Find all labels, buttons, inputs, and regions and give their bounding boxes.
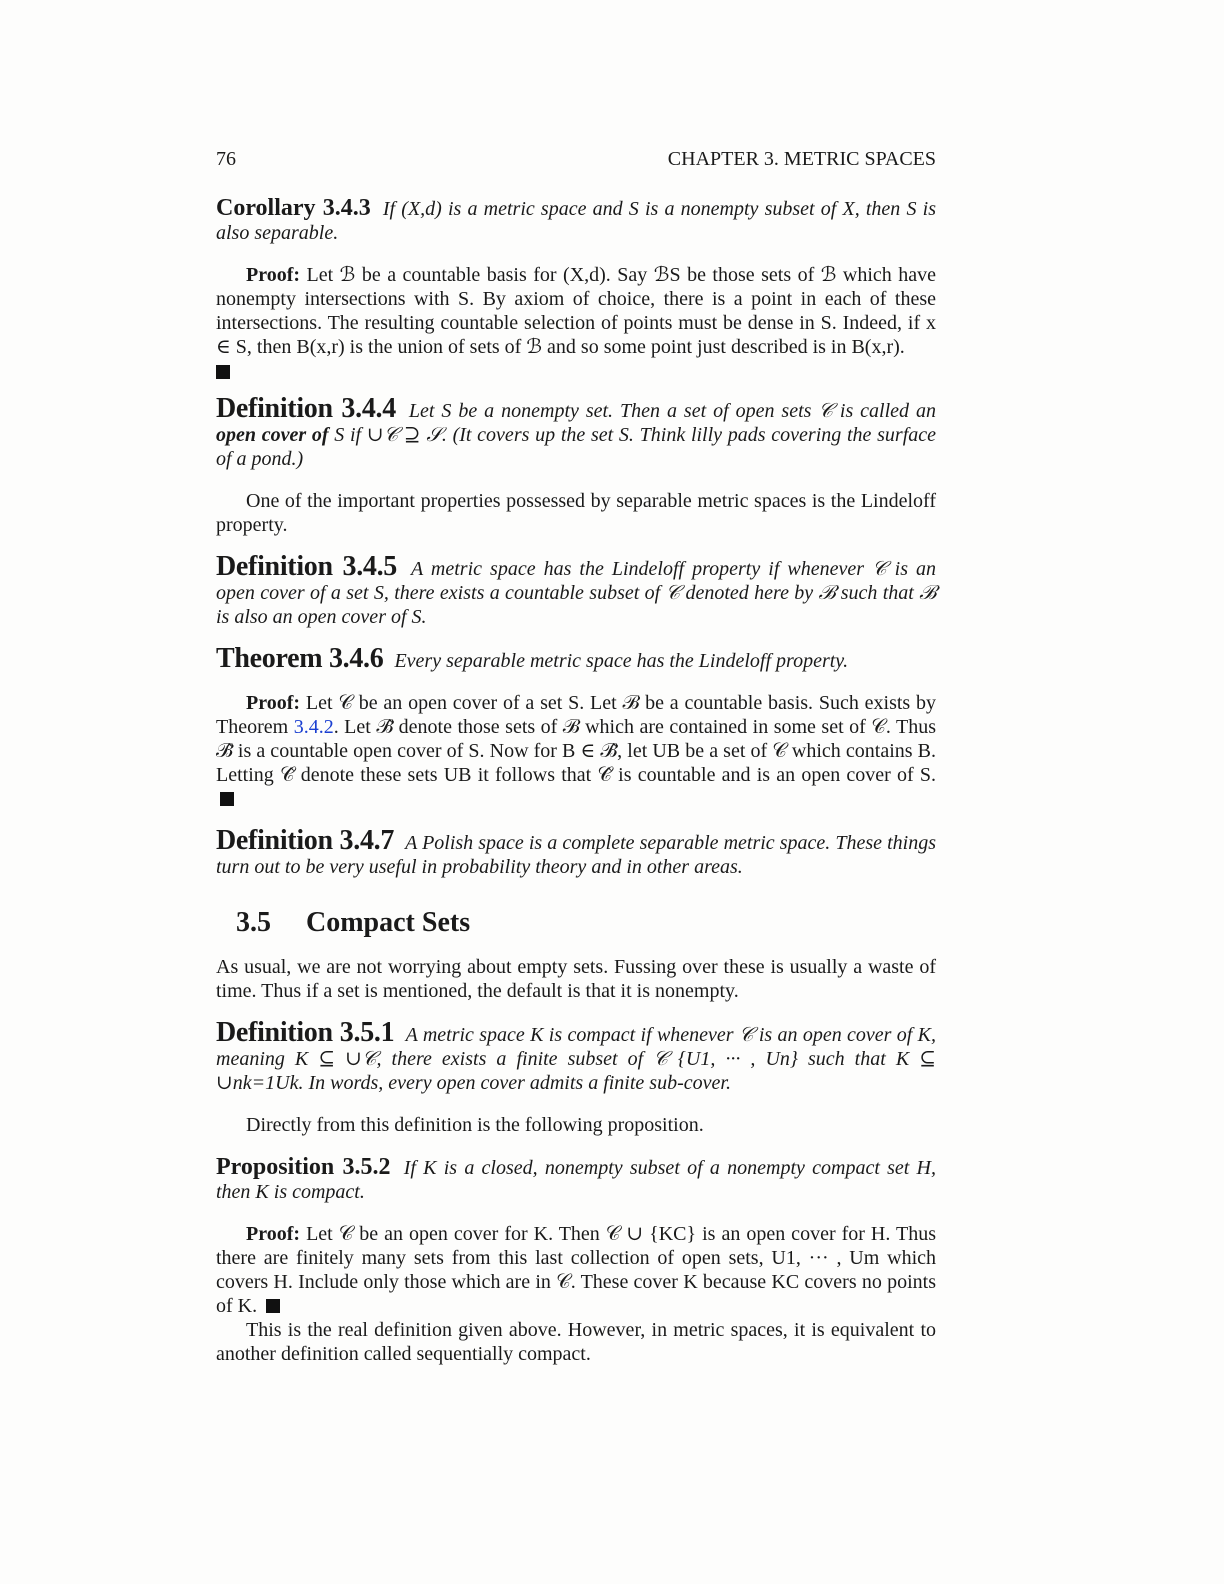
definition-statement: A Polish space is a complete separable metric space. These things turn out to be very useful in probability theory and in other areas. bbox=[216, 832, 936, 878]
corollary-3-4-3 bbox=[216, 196, 936, 245]
definition-label: Definition 3.4.4 bbox=[216, 393, 396, 424]
section-heading bbox=[236, 907, 936, 939]
definition-label: Definition 3.4.7 bbox=[216, 825, 395, 856]
qed-square-icon bbox=[216, 365, 230, 379]
qed-square-icon bbox=[266, 1299, 280, 1313]
paragraph-sequential: This is the real definition given above. However, in metric spaces, it is equivalent to another definition called sequentially compact. bbox=[216, 1319, 936, 1365]
definition-statement: A metric space has the Lindeloff property if whenever 𝒞 is an open cover of a set S, there exists a countable subset of 𝒞 denoted here by ℬ such that ℬ is also an open cover of S. bbox=[216, 558, 937, 628]
qed-square-icon bbox=[220, 792, 234, 806]
definition-label: Definition 3.5.1 bbox=[216, 1017, 395, 1048]
definition-3-4-7 bbox=[216, 825, 936, 879]
paragraph-empty-sets: As usual, we are not worrying about empty sets. Fussing over these is usually a waste of time. Thus if a set is mentioned, the default is that it is nonempty. bbox=[216, 956, 936, 1002]
proposition-3-5-2 bbox=[216, 1155, 936, 1204]
definition-3-4-5 bbox=[216, 551, 937, 629]
proof-proposition bbox=[216, 1222, 936, 1318]
definition-text-part2: S if ∪𝒞 ⊇ 𝒮. (It covers up the set S. Think lilly pads covering the surface of a pond.) bbox=[216, 424, 937, 470]
definition-text-part1: Let S be a nonempty set. Then a set of open sets 𝒞 is called an bbox=[408, 400, 937, 422]
proof-corollary bbox=[216, 263, 936, 379]
section-title: Compact Sets bbox=[306, 907, 471, 938]
page-number: 76 bbox=[216, 148, 236, 170]
section-number: 3.5 bbox=[236, 907, 271, 938]
paragraph-proposition-intro: Directly from this definition is the following proposition. bbox=[246, 1114, 704, 1136]
paragraph-lindeloff-intro: One of the important properties possessed by separable metric spaces is the Lindeloff property. bbox=[216, 490, 936, 536]
definition-label: Definition 3.4.5 bbox=[216, 551, 398, 582]
corollary-statement: If (X,d) is a metric space and S is a nonempty subset of X, then S is also separable. bbox=[216, 198, 936, 244]
theorem-label: Theorem 3.4.6 bbox=[216, 643, 384, 674]
proof-label: Proof: bbox=[246, 264, 301, 286]
proof-text: Let ℬ be a countable basis for (X,d). Say ℬS be those sets of ℬ which have nonempty intersections with S. By axiom of choice, there is a point in each of these intersections. The resulting countable selection of points must be dense in S. Indeed, if x ∈ S, then B(x,r) is the union of sets of ℬ and so some point just described is in B(x,r). bbox=[216, 264, 936, 358]
theorem-reference-link[interactable]: 3.4.2 bbox=[293, 716, 334, 738]
definition-3-5-1 bbox=[216, 1017, 936, 1095]
corollary-label: Corollary 3.4.3 bbox=[216, 195, 371, 221]
proposition-statement: If K is a closed, nonempty subset of a nonempty compact set H, then K is compact. bbox=[216, 1157, 936, 1203]
definition-statement: A metric space K is compact if whenever 𝒞 is an open cover of K, meaning K ⊆ ∪𝒞, there exists a finite subset of 𝒞 {U1, ··· , Un} such that K ⊆ ∪nk=1Uk. In words, every open cover admits a finite sub-cover. bbox=[216, 1024, 936, 1094]
page-body bbox=[216, 196, 936, 1384]
definition-term: open cover of bbox=[216, 424, 329, 446]
proof-text-part1: Let 𝒞 be an open cover of a set S. Let ℬ be a countable basis. Such exists by Theorem bbox=[216, 692, 936, 738]
proof-label: Proof: bbox=[246, 692, 301, 714]
proof-text: Let 𝒞 be an open cover for K. Then 𝒞 ∪ {KC} is an open cover for H. Thus there are finitely many sets from this last collection of open sets, U1, ··· , Um which covers H. Include only those which are in 𝒞. These cover K because KC covers no points of K. bbox=[216, 1223, 936, 1317]
definition-3-4-4 bbox=[216, 393, 937, 471]
proof-text-part2: . Let ℬ̂ denote those sets of ℬ which are contained in some set of 𝒞. Thus ℬ̂ is a countable open cover of S. Now for B ∈ ℬ̂, let UB be a set of 𝒞 which contains B. Letting 𝒞̂ denote these sets UB it follows that 𝒞̂ is countable and is an open cover of S. bbox=[216, 716, 937, 786]
proof-label: Proof: bbox=[246, 1223, 301, 1245]
page-header bbox=[216, 148, 936, 171]
running-head: CHAPTER 3. METRIC SPACES bbox=[667, 148, 936, 170]
theorem-statement: Every separable metric space has the Lindeloff property. bbox=[394, 650, 849, 672]
proof-theorem bbox=[216, 691, 936, 811]
proposition-label: Proposition 3.5.2 bbox=[216, 1154, 391, 1180]
theorem-3-4-6 bbox=[216, 643, 936, 674]
